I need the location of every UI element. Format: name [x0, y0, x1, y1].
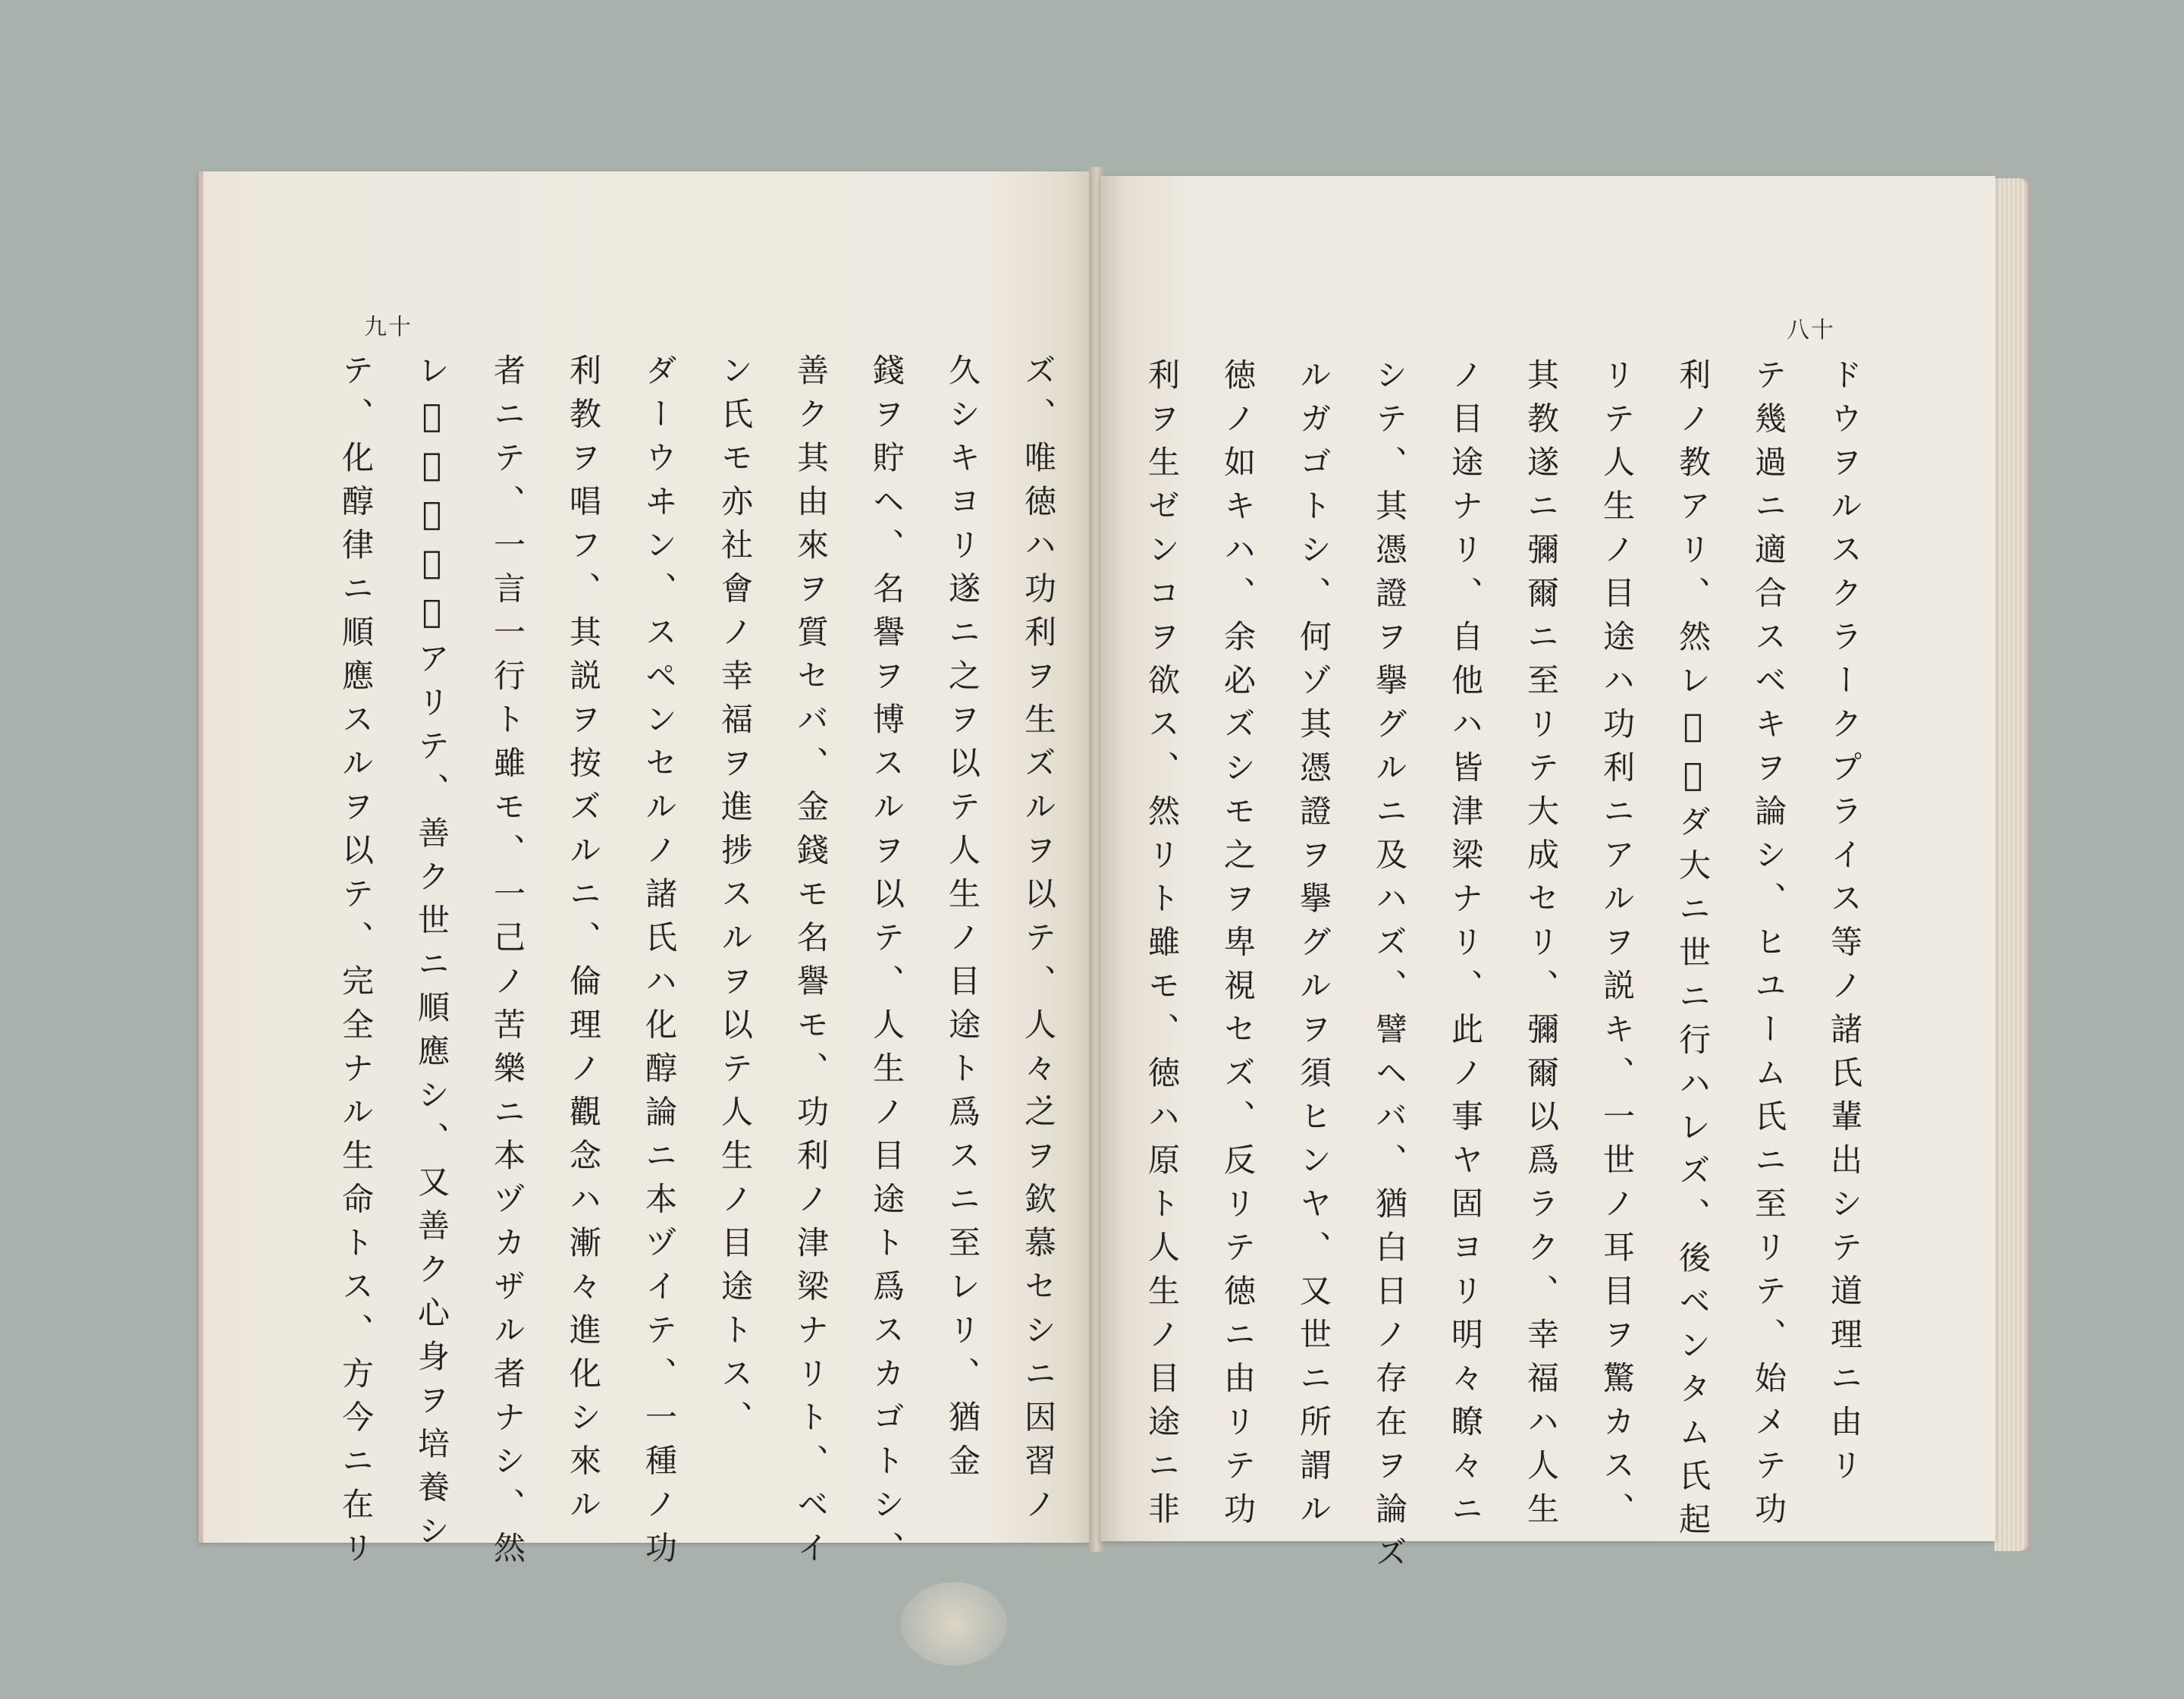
text-column: リテ人生ノ目途ハ功利ニアルヲ説キ、一世ノ耳目ヲ驚カス、: [1599, 358, 1636, 1536]
text-column: シテ、其憑證ヲ擧グルニ及ハズ、譬ヘバ、猶白日ノ存在ヲ論ズ: [1371, 358, 1408, 1579]
paper-stain: [901, 1582, 1007, 1666]
text-column: ン氏モ亦社會ノ幸福ヲ進捗スルヲ以テ人生ノ目途トス、: [717, 353, 754, 1444]
page-number: 九十: [364, 314, 413, 341]
text-column: 其教遂ニ彌爾ニ至リテ大成セリ、彌爾以爲ラク、幸福ハ人生: [1523, 358, 1560, 1536]
text-column: ルガゴトシ、何ゾ其憑證ヲ擧グルヲ須ヒンヤ、又世ニ所謂ル: [1295, 358, 1332, 1536]
text-column: テ幾過ニ適合スベキヲ論シ、ヒユーム氏ニ至リテ、始メテ功: [1750, 358, 1787, 1536]
left-page: [199, 171, 1096, 1575]
text-column: 者ニテ、一言一行ト雖モ、一己ノ苦樂ニ本ヅカザル者ナシ、然: [489, 353, 526, 1575]
text-column: ノ目途ナリ、自他ハ皆津梁ナリ、此ノ事ヤ固ヨリ明々瞭々ニ: [1447, 358, 1484, 1536]
text-column: 徳ノ如キハ、余必ズシモ之ヲ卑視セズ、反リテ徳ニ由リテ功: [1219, 358, 1257, 1536]
text-column: ズ、唯徳ハ功利ヲ生ズルヲ以テ、人々之ヲ欽慕セシニ因習ノ: [1020, 353, 1057, 1531]
text-column: ドウヲルスクラークプライス等ノ諸氏輩出シテ道理ニ由リ: [1826, 358, 1863, 1492]
right-page: [1100, 176, 1995, 1579]
text-column: 利ヲ生ゼンコヲ欲ス、然リト雖モ、徳ハ原ト人生ノ目途ニ非: [1144, 358, 1181, 1536]
text-column: ダーウヰン、スペンセルノ諸氏ハ化醇論ニ本ヅイテ、一種ノ功: [641, 353, 678, 1575]
text-column: 利ノ教アリ、然レ𪜈未ダ大ニ世ニ行ハレズ、後ベンタム氏起: [1674, 358, 1712, 1547]
text-column: 錢ヲ貯ヘ、名譽ヲ博スルヲ以テ、人生ノ目途ト爲スカゴトシ、: [868, 353, 905, 1575]
page-number: 八十: [1787, 317, 1835, 344]
text-column: 久シキヨリ遂ニ之ヲ以テ人生ノ目途ト爲スニ至レリ、猶金: [944, 353, 981, 1487]
text-column: レ𪜈人心義氣アリテ、善ク世ニ順應シ、又善ク心身ヲ培養シ: [413, 353, 450, 1558]
text-column: テ、化醇律ニ順應スルヲ以テ、完全ナル生命トス、方今ニ在リ: [337, 353, 375, 1575]
text-column: 善ク其由來ヲ質セバ、金錢モ名譽モ、功利ノ津梁ナリト、ベイ: [792, 353, 830, 1575]
text-column: 利教ヲ唱フ、其説ヲ按ズルニ、倫理ノ觀念ハ漸々進化シ來ル: [565, 353, 602, 1531]
page-edges: [1994, 178, 2026, 1551]
